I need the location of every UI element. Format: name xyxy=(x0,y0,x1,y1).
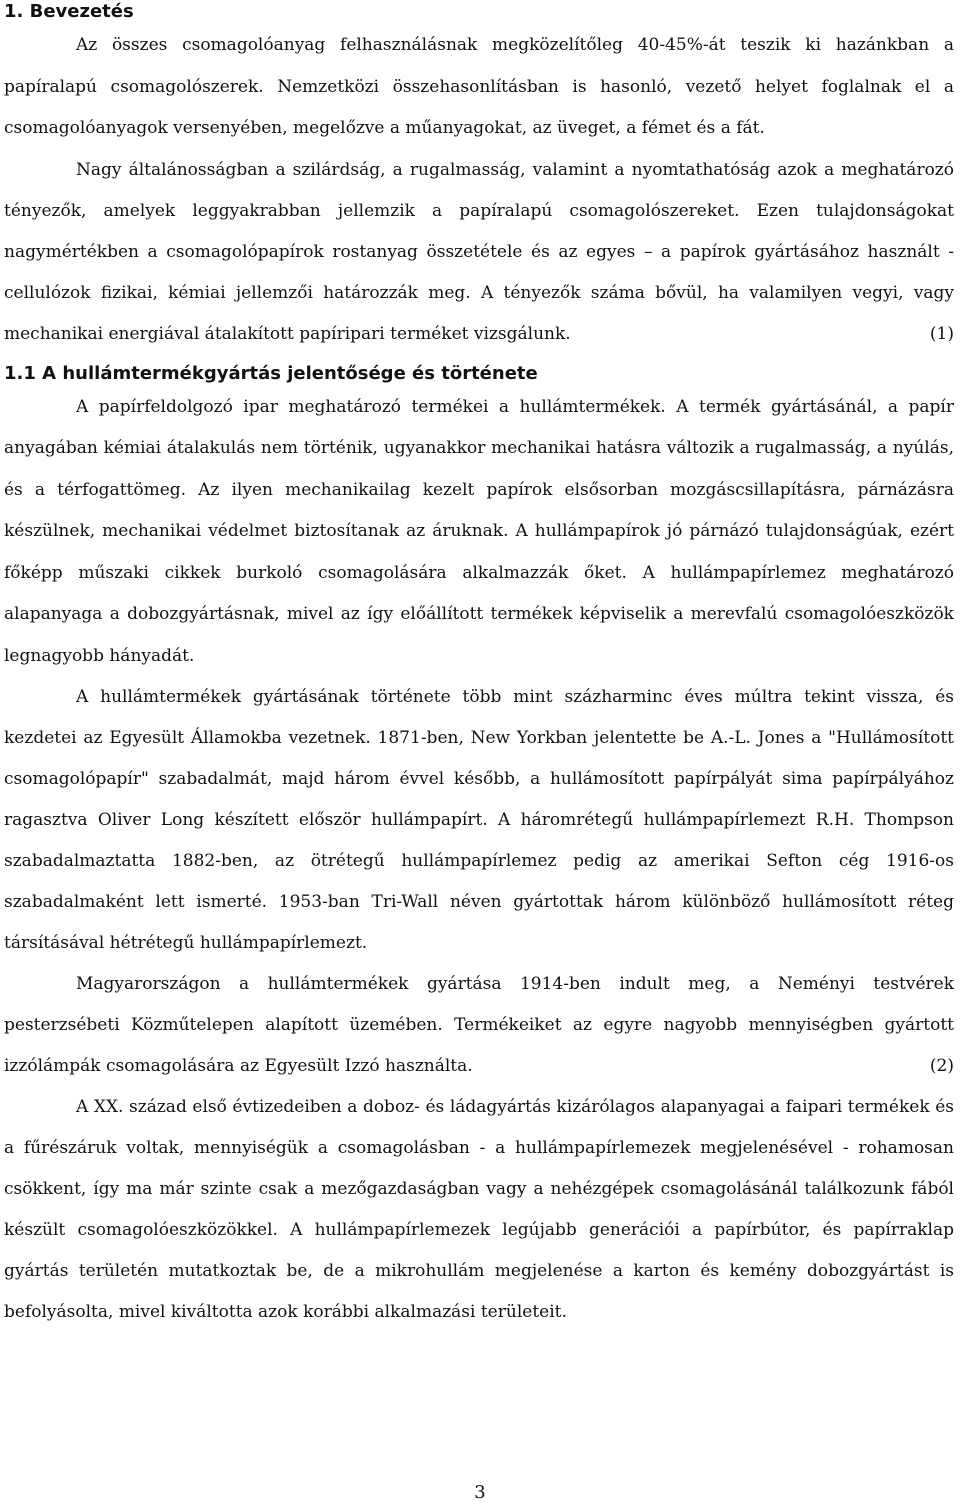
paragraph-text: Magyarországon a hullámtermékek gyártása 1914-ben indult meg, a Neményi testvérek pesterzsébeti Közműtelepen alapított üzemében. Termékeiket az egyre nagyobb mennyiségben gyártott izzólámpák csomagolására az Egyesült Izzó használta. xyxy=(4,974,954,1076)
section-heading: 1. Bevezetés xyxy=(4,1,134,22)
body-paragraph xyxy=(4,150,954,355)
body-paragraph: A papírfeldolgozó ipar meghatározó termékei a hullámtermékek. A termék gyártásánál, a papír anyagában kémiai átalakulás nem történik, ugyanakkor mechanikai hatásra változik a rugalmasság, a nyúlás, és a térfogattömeg. Az ilyen mechanikailag kezelt papírok elsősorban mozgáscsillapításra, párnázásra készülnek, mechanikai védelmet biztosítanak az áruknak. A hullámpapírok jó párnázó tulajdonságúak, ezért főképp műszaki cikkek burkoló csomagolására alkalmazzák őket. A hullámpapírlemez meghatározó alapanyaga a dobozgyártásnak, mivel az így előállított termékek képviselik a merevfalú csomagolóeszközök legnagyobb hányadát. xyxy=(4,396,954,666)
body-paragraph xyxy=(4,964,954,1087)
body-paragraph: A XX. század első évtizedeiben a doboz- és ládagyártás kizárólagos alapanyagai a faipari termékek és a fűrészáruk voltak, mennyiségük a csomagolásban - a hullámpapírlemezek megjelenésével - rohamosan csökkent, így ma már szinte csak a mezőgazdaságban vagy a nehézgépek csomagolásánál találkozunk fából készült csomagolóeszközökkel. A hullámpapírlemezek legújabb generációi a papírbútor, és papírraklap gyártás területén mutatkoztak be, de a mikrohullám megjelenése a karton és kemény dobozgyártást is befolyásolta, mivel kiváltotta azok korábbi alkalmazási területeit. xyxy=(4,1097,954,1322)
citation-reference: (1) xyxy=(929,323,954,344)
citation-reference: (2) xyxy=(929,1056,954,1076)
subsection-heading: 1.1 A hullámtermékgyártás jelentősége és története xyxy=(4,362,538,384)
body-paragraph: A hullámtermékek gyártásának története több mint százharminc éves múltra tekint vissza, és kezdetei az Egyesült Államokba vezetnek. 1871-ben, New Yorkban jelentette be A.-L. Jones a "Hullámosított csomagolópapír" szabadalmát, majd három évvel később, a hullámosított papírpályát sima papírpályához ragasztva Oliver Long készített először hullámpapírt. A háromrétegű hullámpapírlemezt R.H. Thompson szabadalmaztatta 1882-ben, az ötrétegű hullámpapírlemez pedig az amerikai Sefton cég 1916-os szabadalmaként lett ismerté. 1953-ban Tri-Wall néven gyártottak három különböző hullámosított réteg társításával hétrétegű hullámpapírlemezt. xyxy=(4,687,954,953)
body-paragraph: Az összes csomagolóanyag felhasználásnak megközelítőleg 40-45%-át teszik ki hazánkban a papíralapú csomagolószerek. Nemzetközi összehasonlításban is hasonló, vezető helyet foglalnak el a csomagolóanyagok versenyében, megelőzve a műanyagokat, az üveget, a fémet és a fát. xyxy=(4,35,954,138)
page-number: 3 xyxy=(474,1482,486,1503)
paragraph-text: Nagy általánosságban a szilárdság, a rugalmasság, valamint a nyomtathatóság azok a meghatározó tényezők, amelyek leggyakrabban jellemzik a papíralapú csomagolószereket. Ezen tulajdonságokat nagymértékben a csomagolópapírok rostanyag összetétele és az egyes – a papírok gyártásához használt - cellulózok fizikai, kémiai jellemzői határozzák meg. A tényezők száma bővül, ha valamilyen vegyi, vagy mechanikai energiával átalakított papíripari terméket vizsgálunk. xyxy=(4,159,954,344)
document-page xyxy=(4,0,954,1333)
